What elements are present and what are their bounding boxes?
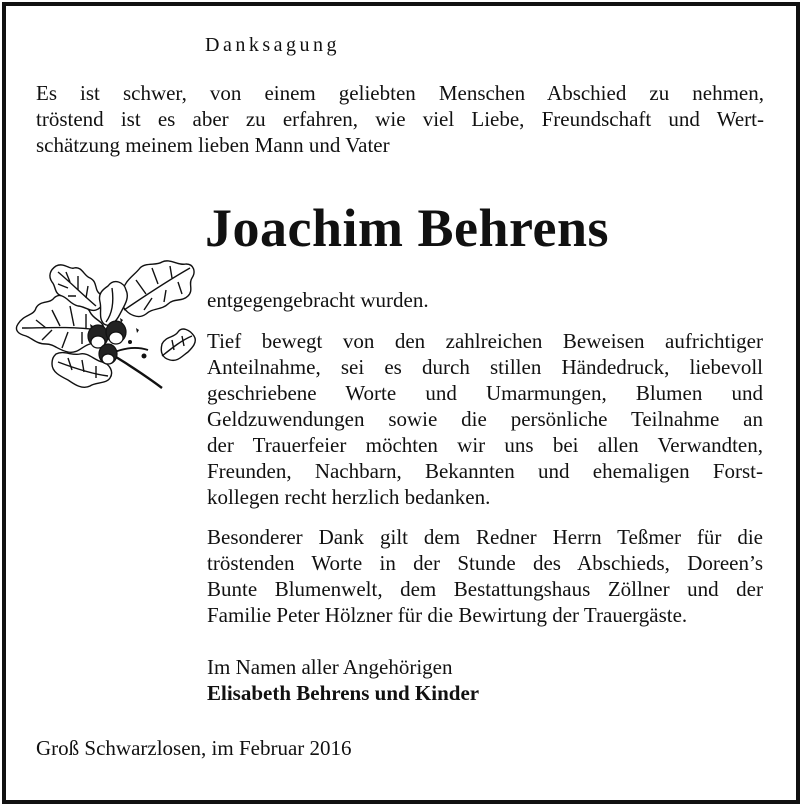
paragraph-line: Geldzuwendungen sowie die persönliche Teilnahme an	[207, 407, 763, 431]
paragraph-line: Familie Peter Hölzner für die Bewirtung der Trauergäste.	[207, 603, 688, 627]
paragraph-line: tröstenden Worte in der Stunde des Abschieds, Doreen’s	[207, 551, 763, 575]
signature-name	[207, 680, 763, 706]
after-name-line: entgegengebracht wurden.	[207, 288, 429, 312]
paragraph-line: kollegen recht herzlich bedanken.	[207, 485, 491, 509]
intro-paragraph	[36, 80, 764, 158]
paragraph-line: Bunte Blumenwelt, dem Bestattungshaus Zöllner und der	[207, 577, 763, 601]
signature-label	[207, 654, 763, 680]
signature-name-text: Elisabeth Behrens und Kinder	[207, 681, 480, 705]
oak-leaves-acorns-icon	[12, 258, 200, 396]
thanks-paragraph-2	[207, 524, 763, 628]
intro-line: Es ist schwer, von einem geliebten Menschen Abschied zu nehmen,	[36, 81, 764, 105]
after-name-text	[207, 287, 763, 313]
paragraph-line: geschriebene Worte und Umarmungen, Blumen und	[207, 381, 763, 405]
notice-heading: Danksagung	[205, 34, 340, 56]
intro-line: tröstend ist es aber zu erfahren, wie viel Liebe, Freundschaft und Wert-	[36, 107, 764, 131]
place-date: Groß Schwarzlosen, im Februar 2016	[36, 736, 352, 760]
deceased-name: Joachim Behrens	[205, 198, 610, 258]
paragraph-line: Besonderer Dank gilt dem Redner Herrn Teßmer für die	[207, 525, 763, 549]
paragraph-line: der Trauerfeier möchten wir uns bei allen Verwandten,	[207, 433, 763, 457]
paragraph-line: Freunden, Nachbarn, Bekannten und ehemaligen Forst-	[207, 459, 763, 483]
paragraph-line: Anteilnahme, sei es durch stillen Händedruck, liebevoll	[207, 355, 763, 379]
intro-line: schätzung meinem lieben Mann und Vater	[36, 133, 390, 157]
thanks-paragraph-1	[207, 328, 763, 510]
signature-label-text: Im Namen aller Angehörigen	[207, 655, 453, 679]
paragraph-line: Tief bewegt von den zahlreichen Beweisen aufrichtiger	[207, 329, 763, 353]
